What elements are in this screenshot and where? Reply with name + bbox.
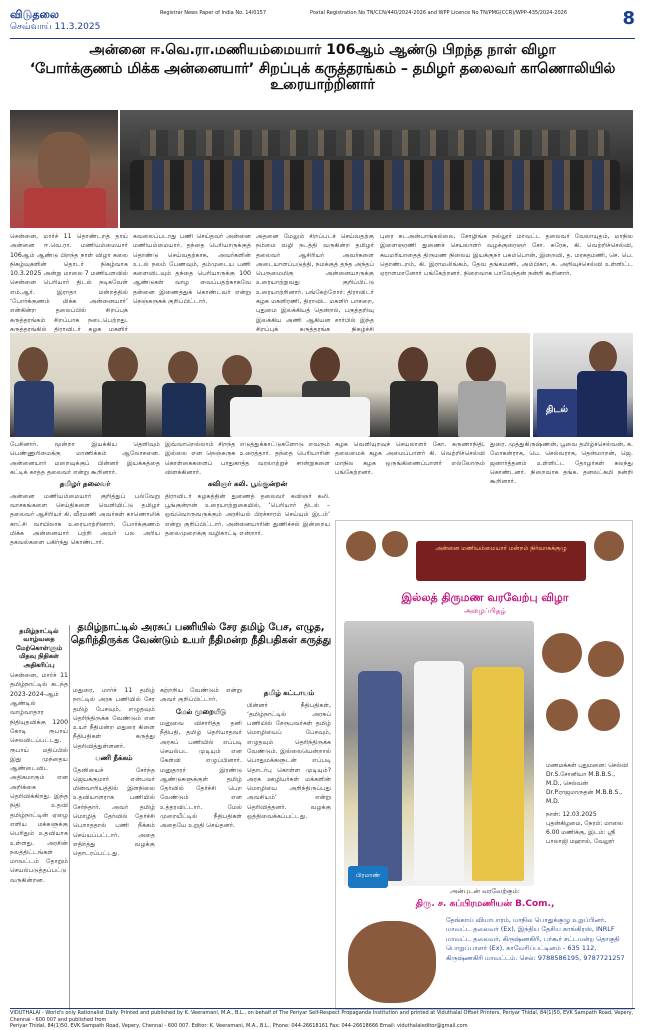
ad-date-text: நாள்: 12.03.2025 புதன்கிழமை, நேரம்: மாலை 6.00 மணிக்கு, இடம்: ஸ்ரீ பாலாஜி மஹால், வேலூர்: [546, 811, 623, 845]
section2-col-1-subhead: பணி நீக்கம்: [95, 754, 133, 763]
footer-line-2: Periyar Thidal, 84(1)50, EVK Sampath Road, Vepery, Chennai - 600 007. Editor: K. Veeramani, M.A., B.L., Phone: 044-26618161 Fax: 044-26618666 Email: viduthalaieditor@gmail.com: [10, 1023, 468, 1029]
lower-col-2-subhead: கவிஞர் கலி. பூங்குன்றன்: [207, 480, 288, 489]
ad-couple-text: மணமக்கள் புதுமனை: செல்வி Dr.S.சோனியா M.B.B.S., M.D., செல்வன் Dr.P.ராஜமாருதன் M.B.B.S., M.D.: [546, 762, 629, 805]
article-col-3: அதனை மேலும் சிறப்படச் செய்வதற்கு நம்மை வழி நடத்தி வருகின்ற தமிழர் தலைவர் ஆசிரியர் அவர்களை அடையாளப்படுத்தி, நமக்குத் தந்த அந்தப் பெருமைமிகு அன்னையாருக்கு உரையாற்றுவது குறிப்பிட்டு உரையாற்றினார். பங்கேற்றோர்: திராவிடர் கழக மகளிரணி, திராவிட மகளிர் பாசறை, புதுமை இலக்கியத் தென்றல், பகுத்தறிவு இலக்கிய அணி ஆகியன சார்பில் இந்த சிறப்புக் கருத்தரங்க நிகழ்ச்சி: [256, 233, 374, 333]
ad-banner: அன்னை மணியம்மையார் மன்றம் நிர்வாகக்குழு: [416, 541, 586, 581]
section2-col-2: [160, 686, 242, 1008]
registration-number: Registrar News Paper of India No. 14/0157: [160, 10, 266, 16]
footer-line-1: VIDUTHALAI - World's only Rationalist Daily. Printed and published by K. Veeramani, M.A., B.L., on behalf of The Periyar Self-Respect Propaganda Institution and printed at Viduthalai Offset Printers, Periyar Thidal, 84(1)50, EVK Sampath Road, Vepery, Chennai - 600 007 and published from: [10, 1010, 634, 1023]
section2-col-3-text: பின்னர் நீதிபதிகள், ‘தமிழ்நாட்டில் அரசுப் பணியில் சேருபவர்கள் தமிழ் மொழியைப் பேசவும், எழுதவும் தெரிந்திருக்க வேண்டும். இல்லையென்றால் பொதுமக்களுடன் எப்படி தொடர்பு கொள்ள முடியும்? அரசு ஊழியர்கள் மக்களின் மொழியை அறிந்திருப்பது அவசியம்’ என்று தெரிவித்தனர். வழக்கு ஒத்திவைக்கப்பட்டது.: [247, 701, 331, 821]
section2-col-2-subhead: மேல் முறையீடு: [175, 707, 227, 716]
speaker-photo: [10, 110, 118, 228]
ad-family-photo: [344, 621, 534, 886]
lower-col-4: துரை. முத்துகிருஷ்ணன், பூவை தமிழ்ச்செல்வன், க. மோகன்ராசு, பெ. செல்வராசு, தென்மாறன், ஜெ. ஜனார்த்தனம் உள்ளிட்ட தோழர்கள் கலந்து கொண்டனர். நிறைவாக தங்க. தனலட்சுமி நன்றி கூறினார்.: [490, 441, 633, 486]
masthead: [10, 8, 635, 38]
lower-col-2-text: இவ்வாறெல்லாம் சிறந்த எடுத்துக்காட்டுகளோடு எவரும் இல்லை என நெஞ்சுருக உரைத்தார். தந்தை பெரியாரின் கொள்கைகளைப் பாதுகாத்த வரலாற்றுச் சான்றுகளை விளக்கினார்.: [165, 441, 330, 476]
main-headline: ‘போர்க்குணம் மிக்க அன்னையார்’ சிறப்புக் கருத்தரங்கம் – தமிழர் தலைவர் காணொலியில் உரையாற்றினார்: [29, 61, 616, 93]
side-box: [10, 625, 68, 1010]
ad-host-info: தேங்காய் வியாபாரம், மாநில பொதுக்குழு உறுப்பினர், மாவட்ட தலைவர் (Ex), இந்திய தேசிய காங்கிரஸ், INRLF மாவட்ட தலைவர், கிருஷ்ணகிரி, பர்கூர் சட்டமன்ற தொகுதி பொறுப்பாளர் (Ex), காவேரிப்பட்டினம் - 635 112, கிருஷ்ணகிரி மாவட்டம். செல்: 9788586195, 9787721257: [446, 916, 625, 962]
ad-host-name: திரு. ச. சுப்பிரமணியன் B.Com.,: [415, 899, 555, 909]
ad-portrait-5: [586, 639, 626, 679]
party-logo: பிரமாண்: [348, 866, 388, 888]
wedding-advertisement: [335, 520, 633, 1010]
lower-col-1: [10, 440, 160, 618]
lower-col-2b-text: திராவிடர் கழகத்தின் துணைத் தலைவர் கவிஞர் கலி. பூங்குன்றன் உரையாற்றுகையில், ‘பெரியார் திடல் – ஒவ்வொருவருக்கும் அரசியல் பிரச்சாரம் செய்யும் இடம்’ என்று குறிப்பிட்டார். அன்னையாரின் துணிச்சல் இன்றைய தலைமுறைக்கு வழிகாட்டி என்றார்.: [165, 492, 330, 537]
footer: [10, 1010, 635, 1030]
ad-portrait-3: [592, 529, 626, 563]
ad-portrait-2: [380, 529, 410, 559]
ad-portrait-6: [544, 697, 580, 733]
section2-col-3-subhead: தமிழ் கட்டாயம்: [263, 689, 315, 697]
section2-col-1: [73, 686, 155, 1008]
ad-welcome: அன்புடன் வரவேற்கும்:: [450, 887, 520, 895]
lower-col-1-text: பேசினார். மூன்றா இயக்கிய தெளிவும் பெண்ணுரிமைக்கு மாணிக்கம் ஆலோசனை. அன்னையார் மறைவுக்குப் பின்னர் இயக்கத்தை கட்டிக் காத்த தலைவர் என்று கூறினார்.: [10, 441, 160, 476]
side-box-body: சென்னை, மார்ச் 11 தமிழ்நாட்டில் கடந்த 2023-2024-ஆம் ஆண்டில் வாழ்வாதார நிதியுதவிக்கு 1200 கோடி ரூபாய் செலவிடப்பட்டது. ரூபாய் மதிப்பில் இது முந்தைய ஆண்டைவிட அதிகமாகும் என அறிக்கை தெரிவிக்கிறது. இந்த நிதி உதவி தமிழ்நாட்டின் ஏழை எளிய மக்களுக்கு பெரிதும் உதவியாக உள்ளது. அரசின் நலத்திட்டங்கள் மாவட்டம் தோறும் செயல்படுத்தப்பட்டு வருகின்றன.: [10, 672, 68, 884]
section2-col-1b-text: தேனியைச் சேர்ந்த ஜெயக்குமார் என்பவர் மின்வாரியத்தில் இளநிலை உதவியாளராக பணியில் சேர்ந்தார். அவர் தமிழ் மொழித் தேர்வில் தேர்ச்சி பெறாததால் பணி நீக்கம் செய்யப்பட்டார். அதை எதிர்த்து வழக்கு தொடரப்பட்டது.: [73, 766, 155, 858]
ad-event-title: இல்லத் திருமண வரவேற்பு விழா: [401, 591, 569, 604]
column-divider: [69, 625, 70, 1010]
ad-portrait-1: [344, 529, 378, 563]
postal-registration: Postal Registration No TN/CCN/440/2024-2026 and WPP Licence No TN/PMG(CCR)/WPP-435/2024-2026: [310, 10, 567, 16]
lower-col-2: [165, 440, 330, 618]
ad-portrait-4: [540, 631, 584, 675]
ad-couple-names: [546, 761, 631, 846]
page-number: 8: [622, 8, 635, 29]
section2-col-2b-text: மனுவை விசாரித்த தனி நீதிபதி, தமிழ் தெரியாதவர் அரசுப் பணியில் எப்படி செயல்பட முடியும் என கேள்வி எழுப்பினார். மனுதாரர் இரண்டு ஆண்டுகளுக்குள் தமிழ் தேர்வில் தேர்ச்சி பெற வேண்டும் என உத்தரவிட்டார். மேல் முறையீட்டில் நீதிபதிகள் அதையே உறுதி செய்தனர்.: [160, 720, 242, 830]
ad-portrait-7: [586, 697, 622, 733]
article-col-4: புரை சுடஅன்பாங்கல்லை, சோழிங்க நல்லூர் மாவட்ட தலைவர் வேலாயுதம், மாநில இளைஞரணி துணைச் செயலாளர் வழக்குரைஞர் சோ. சுரேசு, கி. வெற்றிச்செல்வி, சுயமரியாதைத் திருமண நிலைய இயக்குநர் பசும்பொன், இறைவி, த. மரகதமணி, செ. பெ. தொண்டறம், கி. இராமலிங்கம், தேவ தங்கமணி, அம்பிகா, சு. அறிவுச்செல்வி உள்ளிட்ட ஏராளமானோர் பங்கேற்றனர். நிறைவாக பாவேந்தன் நன்றி கூறினார்.: [380, 233, 633, 278]
newspaper-name: விடுதலை: [10, 8, 60, 21]
lower-col-3: கழக வெளியுறவுச் செயலாளர் கோ. கருணாநிதி, தலைமைக் கழக அமைப்பாளர் கி. வெற்றிச்செல்வி மாநில கழக ஒருங்கிணைப்பாளர் எல்லோரும் பங்கேற்றனர்.: [335, 441, 485, 476]
ad-invite: அழைப்பிதழ்: [464, 607, 506, 615]
lower-col-1b-text: அன்னை மணியம்மையார் குறித்துப் பல்வேறு வாசகங்களை செய்திகளை வெளியிட்டு தமிழர் தலைவர் ஆசிரியர் கி. வீரமணி அவர்கள் காணொலிக் காட்சி வாயிலாக உரையாற்றினார். போர்க்குணம் மிக்க அன்னையார் பற்றி அவர் பல அரிய தகவல்களை பகிர்ந்து கொண்டார்.: [10, 492, 160, 547]
section2-headline: தமிழ்நாட்டில் அரசுப் பணியில் சேர தமிழ் பேச, எழுத, தெரிந்திருக்க வேண்டும் உயர் நீதிமன்ற நீதிபதிகள் கருத்து: [70, 622, 332, 646]
article-col-1: சென்னை, மார்ச் 11 தொண்டறத் தாய் அன்னை ஈ.வெ.ரா. மணியம்மையார் 106ஆம் ஆண்டு பிறந்த நாள் விழா கலை நிகழ்வுகளின் தொடர் நிகழ்வாக 10.3.2025 அன்று மாலை 7 மணியளவில் சென்னை பெரியார் திடல் நடிகவேள் எம்.ஆர். இராதா மன்றத்தில் ‘போர்க்குணம் மிக்க அன்னையார்’ என்கின்ற தலைப்பில் சிறப்புக் கருத்தரங்கம் சிறப்பாக நடைபெற்றது. கருத்தரங்கில் திராவிடர் கழக மகளிர்: [10, 233, 128, 333]
podium-photo: [533, 333, 633, 437]
masthead-rule: [10, 38, 635, 39]
footer-rule: [10, 1008, 635, 1009]
side-box-head: தமிழ்நாட்டில் வாழ்வதை மேற்கொள்ளும் மிதவு நிதிகள் அதிகரிப்பு: [15, 627, 63, 669]
lower-col-1-subhead: தமிழர் தலைவர்: [59, 480, 111, 489]
audience-photo: [120, 110, 633, 228]
section2-col-3: [247, 686, 331, 1008]
kicker-headline: அன்னை ஈ.வெ.ரா.மணியம்மையார் 106ஆம் ஆண்டு பிறந்த நாள் விழா: [89, 42, 556, 58]
section2-col-1-text: மதுரை, மார்ச் 11 தமிழ் நாட்டில் அரசு பணியில் சேர தமிழ் பேசவும், எழுதவும் தெரிந்திருக்க வேண்டும் என உயர் நீதிமன்ற மதுரை கிளை நீதிபதிகள் கருத்து தெரிவித்துள்ளனர்.: [73, 687, 155, 750]
ad-host-portrait: [346, 919, 438, 1005]
section2-col-2-text: கற்றறிய வேண்டும் என்று அவர் குறிப்பிட்டார்.: [160, 687, 242, 704]
podium-sign: திடல்: [537, 389, 577, 437]
dais-photo: [10, 333, 530, 437]
article-col-2: கவலைப்படாது பணி செய்தவர் அன்னை மணியம்மையார். தந்தை பெரியாருக்குத் தொண்டு செய்வதற்காக, அவர்களின் உடல் நலம் பேணவும், தம்முடைய பணி களைவிடவும் தந்தை பெரியாருக்கு 100 ஆண்டுகள் வாழ வைப்பதற்காகவே தன்னை இணைத்துக் கொண்டவர் என்று நெஞ்சுருகக் குறிப்பிட்டார்.: [133, 233, 251, 306]
issue-date: செவ்வாய் 11.3.2025: [10, 22, 101, 32]
